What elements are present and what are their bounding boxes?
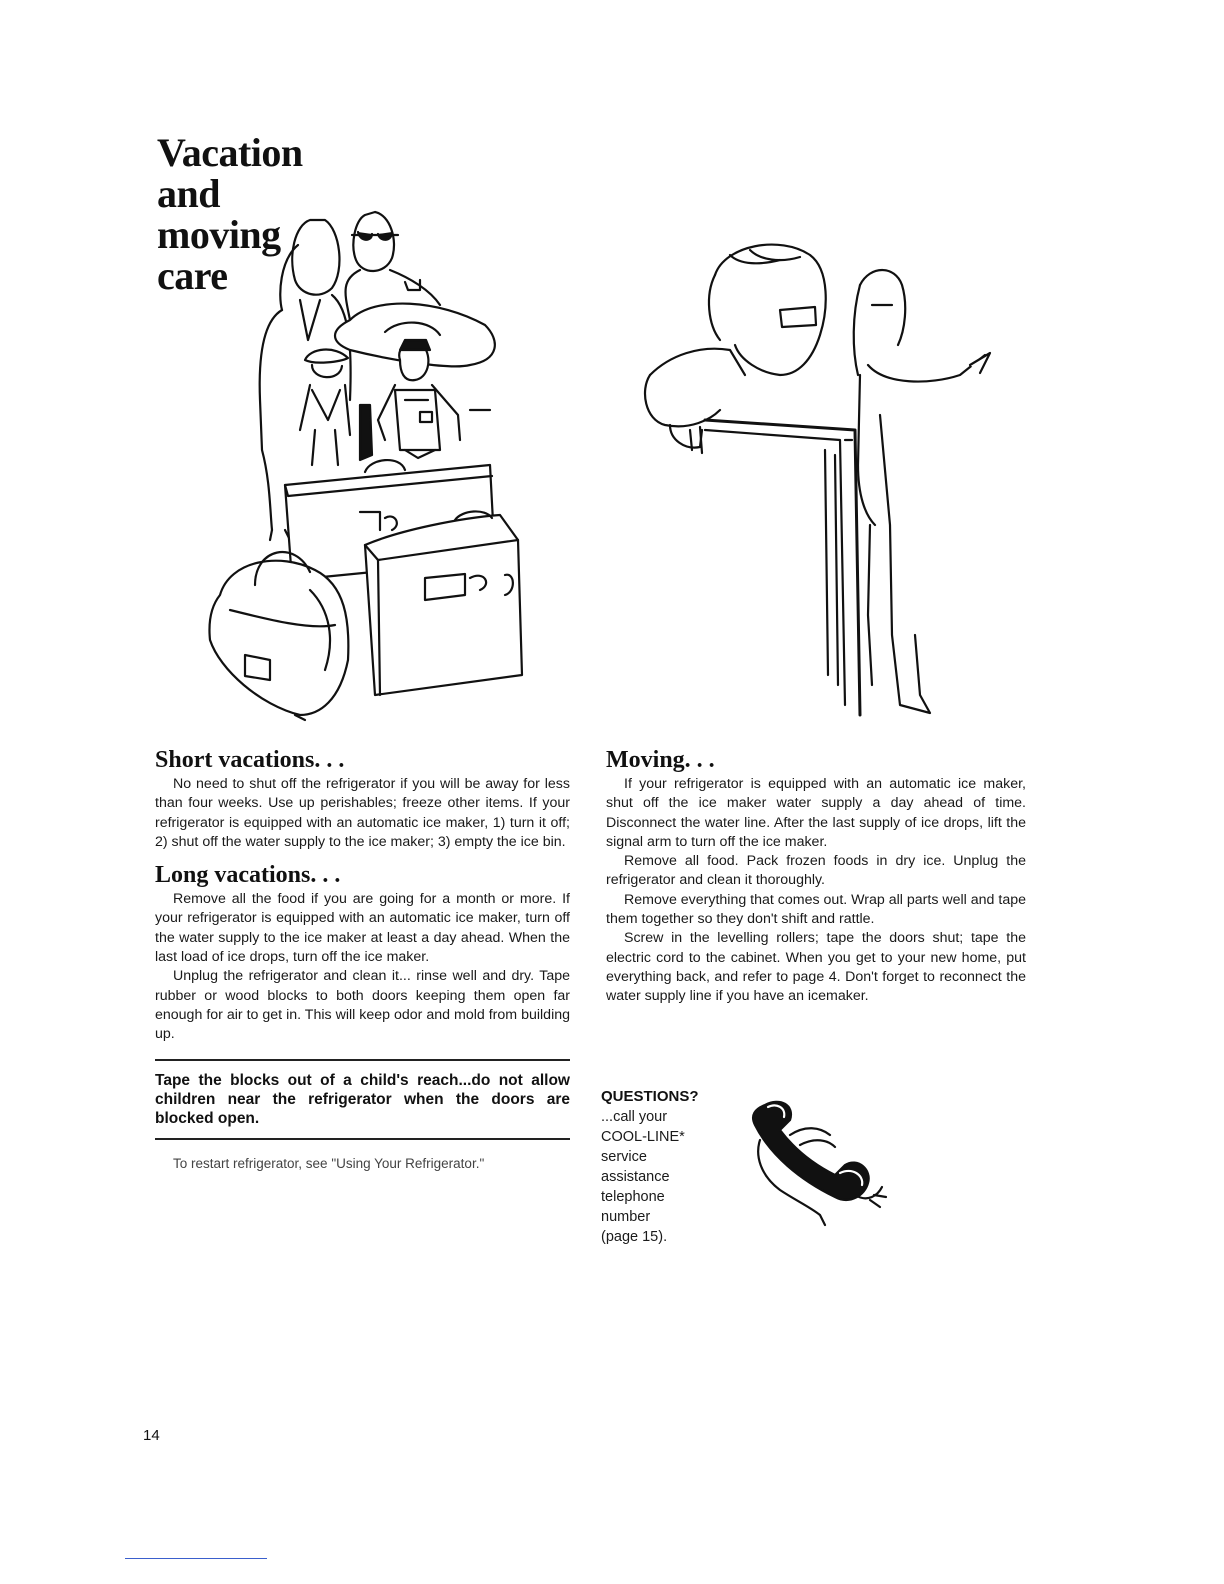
- questions-line: COOL-LINE*: [601, 1129, 685, 1145]
- questions-line: service: [601, 1149, 647, 1165]
- title-line-2: and: [157, 171, 220, 216]
- title-line-1: Vacation: [157, 130, 303, 175]
- telephone-handset-icon: [740, 1095, 890, 1230]
- questions-line: (page 15).: [601, 1229, 668, 1245]
- moving-couple-illustration: [630, 235, 1005, 720]
- questions-line: assistance: [601, 1169, 670, 1185]
- short-vacations-heading: Short vacations. . .: [155, 747, 345, 773]
- short-vacations-text: No need to shut off the refrigerator if you will be away for less than four weeks. Use up perishables; freeze other items. If your refrigerator is equipped with an automatic ice maker, 1) turn it off; 2) shut off the water supply to the ice maker; 3) empty the ice bin.: [155, 776, 570, 850]
- moving-text-2: Remove all food. Pack frozen foods in dry ice. Unplug the refrigerator and clean it thoroughly.: [606, 853, 1026, 889]
- questions-box: [601, 1087, 741, 1247]
- moving-heading: Moving. . .: [606, 747, 715, 773]
- questions-line: ...call your: [601, 1109, 668, 1125]
- footer-rule: [125, 1558, 267, 1559]
- long-vacations-heading: Long vacations. . .: [155, 862, 341, 889]
- restart-note: To restart refrigerator, see "Using Your Refrigerator.": [173, 1155, 485, 1171]
- moving-text-1: If your refrigerator is equipped with an automatic ice maker, shut off the ice maker water supply a day ahead of time. Disconnect the water line. After the last supply of ice drops, lift the signal arm to turn off the ice maker.: [606, 776, 1026, 850]
- title-line-3: moving: [157, 212, 281, 257]
- left-column: [155, 745, 570, 1173]
- divider-top: [155, 1059, 570, 1061]
- title-line-4: care: [157, 253, 228, 298]
- questions-line: number: [601, 1209, 651, 1225]
- moving-text-3: Remove everything that comes out. Wrap all parts well and tape them together so they don't shift and rattle.: [606, 891, 1026, 928]
- questions-line: telephone: [601, 1189, 665, 1205]
- family-luggage-illustration: [200, 200, 550, 730]
- right-column: [606, 745, 1026, 1007]
- long-vacations-text-2: Unplug the refrigerator and clean it... rinse well and dry. Tape rubber or wood blocks to both doors keeping them open far enough for air to get in. This will keep odor and mold from building up.: [155, 968, 570, 1043]
- child-safety-warning: Tape the blocks out of a child's reach...do not allow children near the refrigerator when the doors are blocked open.: [155, 1071, 570, 1127]
- divider-bottom: [155, 1138, 570, 1140]
- moving-text-4: Screw in the levelling rollers; tape the doors shut; tape the electric cord to the cabinet. When you get to your new home, put everything back, and refer to page 4. Don't forget to reconnect the water supply line if you have an icemaker.: [606, 930, 1026, 1005]
- page-number: 14: [143, 1427, 160, 1444]
- questions-heading: QUESTIONS?: [601, 1088, 699, 1105]
- long-vacations-text-1: Remove all the food if you are going for a month or more. If your refrigerator is equipped with an automatic ice maker, turn off the water supply to the ice maker at least a day ahead. When the last load of ice drops, turn off the ice maker.: [155, 891, 570, 966]
